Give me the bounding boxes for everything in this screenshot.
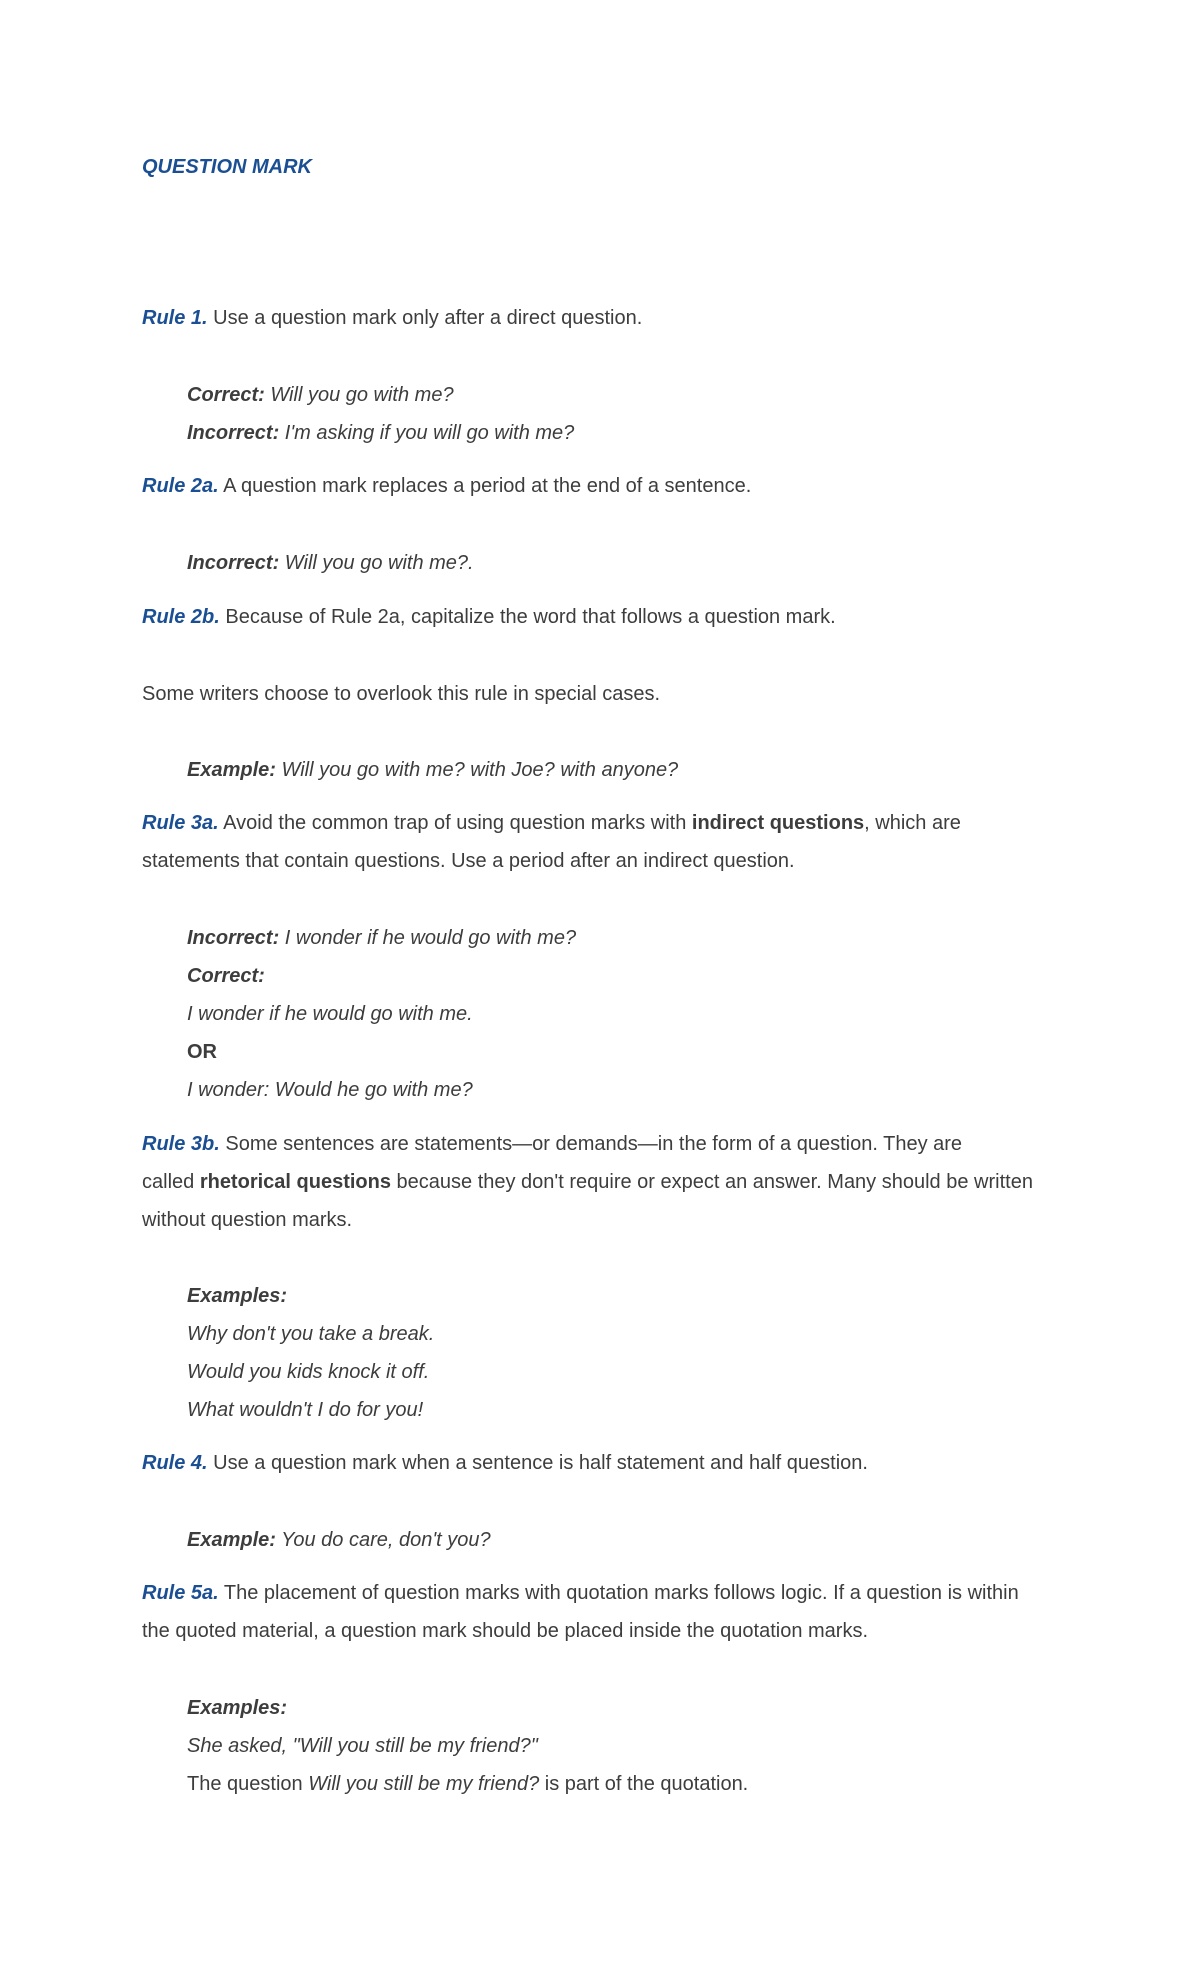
- rule-3a-correct-text: I wonder if he would go with me.: [187, 1003, 473, 1025]
- rule-1-text: Use a question mark only after a direct question.: [207, 307, 643, 329]
- rule-3a: Rule 3a. Avoid the common trap of using question marks with indirect questions, which are: [142, 812, 961, 834]
- rule-1-incorrect: Incorrect: I'm asking if you will go with me?: [187, 422, 575, 444]
- rule-4-example: Example: You do care, don't you?: [187, 1529, 491, 1551]
- rule-2a-incorrect: Incorrect: Will you go with me?.: [187, 552, 474, 574]
- rule-5a: Rule 5a. The placement of question marks with quotation marks follows logic. If a question is within: [142, 1582, 1019, 1604]
- rule-3b-line2: called rhetorical questions because they don't require or expect an answer. Many should be written: [142, 1171, 1033, 1193]
- rule-3a-line2: statements that contain questions. Use a period after an indirect question.: [142, 850, 795, 872]
- rule-3b-examples-label: Examples:: [187, 1285, 288, 1307]
- rule-1-label: Rule 1.: [142, 307, 208, 329]
- rule-5a-example-2: The question Will you still be my friend? is part of the quotation.: [187, 1773, 749, 1795]
- rule-3b-example: Why don't you take a break.: [187, 1323, 435, 1345]
- rule-3b-example: Would you kids knock it off.: [187, 1361, 430, 1383]
- rule-5a-example-1: She asked, "Will you still be my friend?": [187, 1735, 538, 1757]
- rule-2b: Rule 2b. Because of Rule 2a, capitalize the word that follows a question mark.: [142, 606, 836, 628]
- rule-3a-correct-label: Correct:: [187, 965, 265, 987]
- rule-2b-note: Some writers choose to overlook this rule in special cases.: [142, 683, 661, 705]
- rule-3a-or: OR: [187, 1041, 217, 1063]
- rule-5a-examples-label: Examples:: [187, 1697, 288, 1719]
- rule-5a-line2: the quoted material, a question mark should be placed inside the quotation marks.: [142, 1620, 868, 1642]
- rule-3a-alt: I wonder: Would he go with me?: [187, 1079, 473, 1101]
- rule-1: [142, 306, 642, 330]
- rule-2a: Rule 2a. A question mark replaces a period at the end of a sentence.: [142, 475, 752, 497]
- rule-4: Rule 4. Use a question mark when a sentence is half statement and half question.: [142, 1452, 868, 1474]
- rule-3a-incorrect: Incorrect: I wonder if he would go with me?: [187, 927, 577, 949]
- rule-3b-line3: without question marks.: [142, 1209, 353, 1231]
- rule-2b-example: Example: Will you go with me? with Joe? with anyone?: [187, 759, 679, 781]
- rule-3b-example: What wouldn't I do for you!: [187, 1399, 424, 1421]
- rule-3b: Rule 3b. Some sentences are statements—or demands—in the form of a question. They are: [142, 1133, 963, 1155]
- rule-1-correct: Correct: Will you go with me?: [187, 384, 454, 406]
- page-title: QUESTION MARK: [142, 156, 312, 178]
